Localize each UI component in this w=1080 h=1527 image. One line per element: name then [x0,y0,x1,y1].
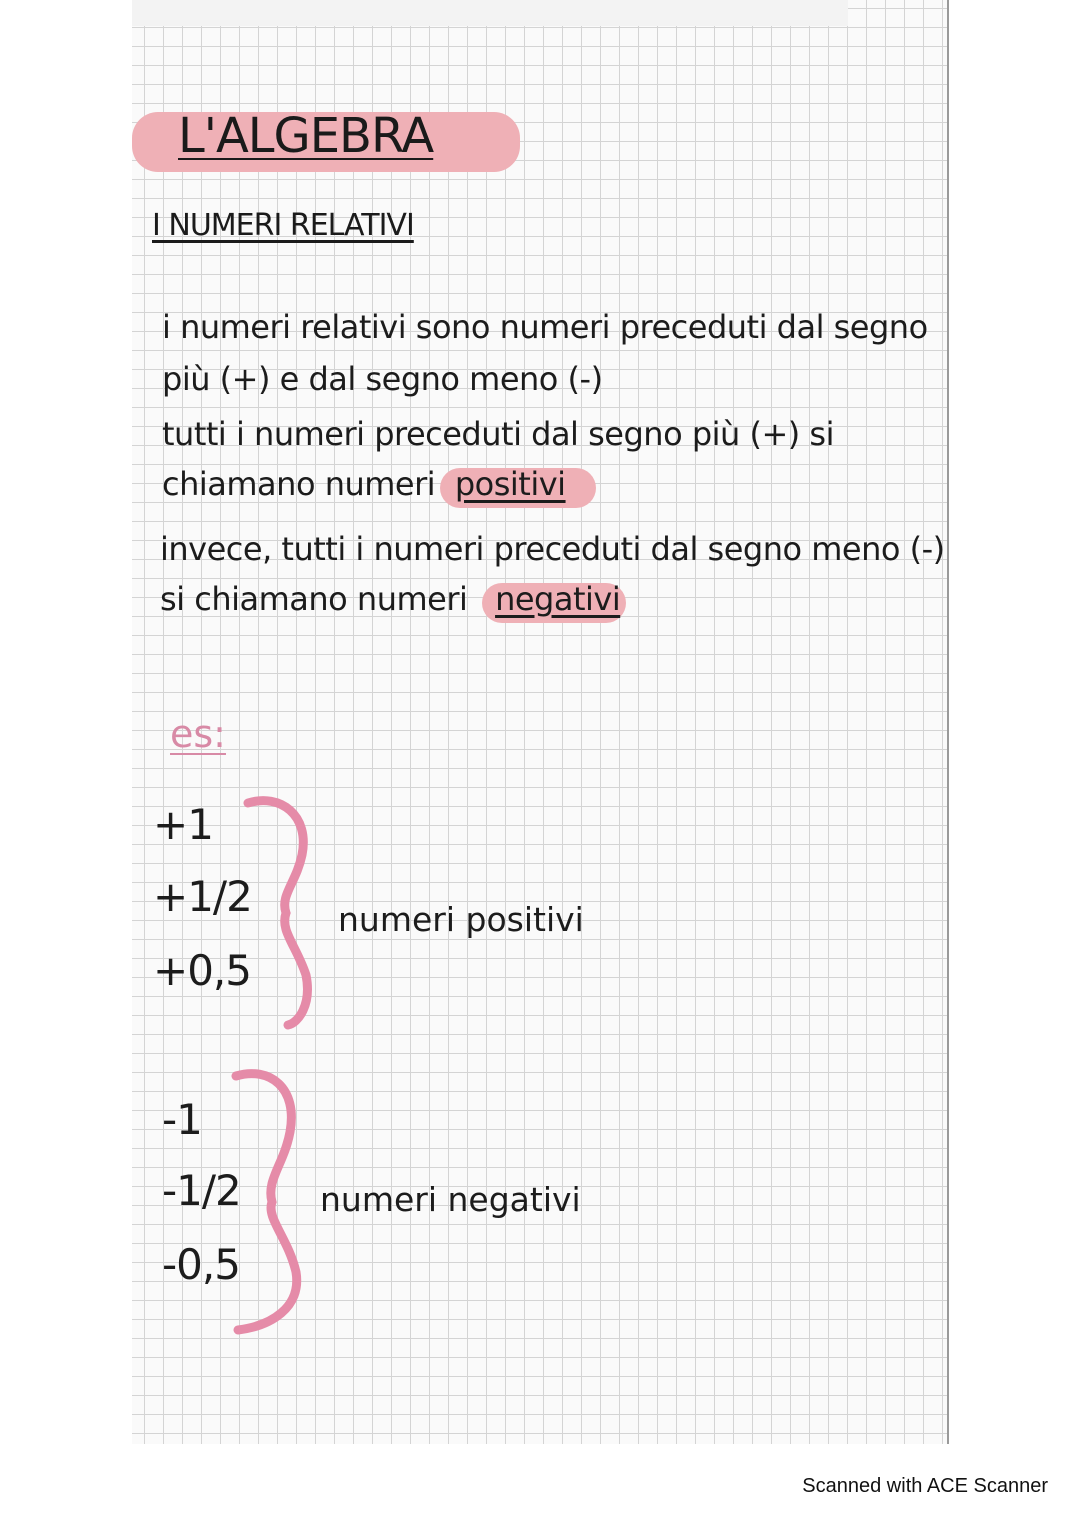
negative-item: -1/2 [162,1166,241,1215]
paragraph-2-line-2 [160,580,620,618]
negative-group-label: numeri negativi [320,1180,581,1219]
negative-item: -1 [162,1095,202,1144]
section-heading: I NUMERI RELATIVI [152,208,414,243]
paragraph-2-line-2-prefix: si chiamano numeri [160,580,468,618]
page-title: L'ALGEBRA [178,108,434,164]
paragraph-2-line-1: invece, tutti i numeri preceduti dal segno meno (-) [160,530,945,568]
paragraph-1-line-3: tutti i numeri preceduti dal segno più (+) si [162,415,834,453]
positive-brace [240,795,300,1035]
keyword-negativi: negativi [495,580,621,618]
example-label: es: [170,712,226,756]
paragraph-1-line-2: più (+) e dal segno meno (-) [162,360,603,398]
paragraph-1-line-1: i numeri relativi sono numeri preceduti dal segno [162,308,928,346]
positive-group-label: numeri positivi [338,900,584,939]
negative-brace [230,1068,300,1338]
scanner-watermark: Scanned with ACE Scanner [802,1475,1048,1497]
paper-top-band [132,0,848,26]
positive-item: +1/2 [153,872,252,921]
keyword-positivi: positivi [454,465,566,503]
positive-item: +1 [153,800,213,849]
paragraph-1-line-4 [162,465,566,503]
paragraph-1-line-4-prefix: chiamano numeri [162,465,436,503]
positive-item: +0,5 [153,946,251,995]
negative-item: -0,5 [162,1240,240,1289]
